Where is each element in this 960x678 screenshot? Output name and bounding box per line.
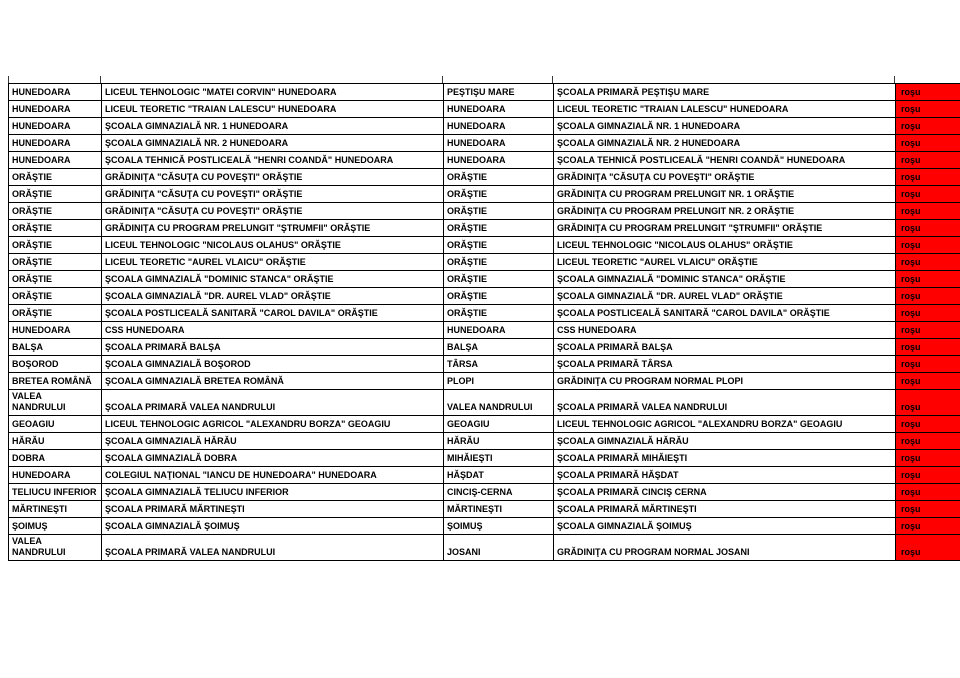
grid-line-stub [100,76,101,83]
locality-cell-right: CINCIŞ-CERNA [444,484,554,501]
locality-cell-left: TELIUCU INFERIOR [9,484,102,501]
status-cell: roşu [896,373,960,390]
table-row [9,356,960,373]
locality-cell-left: ORĂŞTIE [9,305,102,322]
table-row [9,467,960,484]
locality-cell-right: VALEA NANDRULUI [444,390,554,416]
school-cell-right: GRĂDINIŢA CU PROGRAM PRELUNGIT NR. 1 ORĂŞTIE [554,186,896,203]
status-cell: roşu [896,220,960,237]
locality-cell-left: BALŞA [9,339,102,356]
school-cell-right: LICEUL TEHNOLOGIC "NICOLAUS OLAHUS" ORĂŞTIE [554,237,896,254]
locality-cell-right: ŞOIMUŞ [444,518,554,535]
school-cell-left: ŞCOALA GIMNAZIALĂ ŞOIMUŞ [102,518,444,535]
locality-cell-right: ORĂŞTIE [444,220,554,237]
school-cell-right: ŞCOALA PRIMARĂ TÂRSA [554,356,896,373]
locality-cell-left: BOŞOROD [9,356,102,373]
locality-cell-right: HUNEDOARA [444,135,554,152]
school-cell-left: ŞCOALA GIMNAZIALĂ BOŞOROD [102,356,444,373]
school-cell-right: ŞCOALA POSTLICEALĂ SANITARĂ "CAROL DAVILA" ORĂŞTIE [554,305,896,322]
locality-cell-left: ORĂŞTIE [9,186,102,203]
status-cell: roşu [896,339,960,356]
school-cell-left: LICEUL TEORETIC "TRAIAN LALESCU" HUNEDOARA [102,101,444,118]
school-cell-left: ŞCOALA PRIMARĂ VALEA NANDRULUI [102,390,444,416]
locality-cell-right: MĂRTINEŞTI [444,501,554,518]
school-cell-left: ŞCOALA GIMNAZIALĂ NR. 2 HUNEDOARA [102,135,444,152]
status-cell: roşu [896,322,960,339]
school-cell-right: GRĂDINIŢA "CĂSUŢA CU POVEŞTI" ORĂŞTIE [554,169,896,186]
table-row [9,237,960,254]
locality-cell-right: ORĂŞTIE [444,271,554,288]
table-row [9,271,960,288]
locality-cell-right: HĂŞDAT [444,467,554,484]
locality-cell-left: HUNEDOARA [9,152,102,169]
status-cell: roşu [896,152,960,169]
school-cell-right: LICEUL TEORETIC "AUREL VLAICU" ORĂŞTIE [554,254,896,271]
grid-line-stub [442,76,443,83]
school-cell-right: ŞCOALA GIMNAZIALĂ "DOMINIC STANCA" ORĂŞTIE [554,271,896,288]
status-cell: roşu [896,135,960,152]
status-cell: roşu [896,467,960,484]
school-cell-right: ŞCOALA PRIMARĂ HĂŞDAT [554,467,896,484]
locality-cell-left: HUNEDOARA [9,135,102,152]
school-cell-left: LICEUL TEORETIC "AUREL VLAICU" ORĂŞTIE [102,254,444,271]
table-row [9,101,960,118]
school-cell-left: ŞCOALA PRIMARĂ BALŞA [102,339,444,356]
table-row [9,203,960,220]
school-mapping-table [8,83,960,561]
locality-cell-left: HĂRĂU [9,433,102,450]
locality-cell-right: ORĂŞTIE [444,203,554,220]
locality-cell-left: HUNEDOARA [9,84,102,101]
school-cell-right: ŞCOALA PRIMARĂ CINCIŞ CERNA [554,484,896,501]
school-cell-right: ŞCOALA PRIMARĂ PEŞTIŞU MARE [554,84,896,101]
school-cell-left: GRĂDINIŢA "CĂSUŢA CU POVEŞTI" ORĂŞTIE [102,186,444,203]
table-row [9,135,960,152]
status-cell: roşu [896,501,960,518]
school-cell-right: ŞCOALA GIMNAZIALĂ ŞOIMUŞ [554,518,896,535]
school-table-body [9,84,960,561]
locality-cell-left: ORĂŞTIE [9,254,102,271]
school-cell-left: COLEGIUL NAŢIONAL "IANCU DE HUNEDOARA" HUNEDOARA [102,467,444,484]
grid-line-stub [552,76,553,83]
status-cell: roşu [896,390,960,416]
school-cell-left: ŞCOALA GIMNAZIALĂ DOBRA [102,450,444,467]
table-row [9,416,960,433]
school-cell-left: ŞCOALA GIMNAZIALĂ "DR. AUREL VLAD" ORĂŞTIE [102,288,444,305]
table-row [9,433,960,450]
school-cell-left: ŞCOALA PRIMARĂ MĂRTINEŞTI [102,501,444,518]
table-row [9,518,960,535]
locality-cell-left: HUNEDOARA [9,322,102,339]
locality-cell-left: VALEA NANDRULUI [9,535,102,561]
table-row [9,390,960,416]
status-cell: roşu [896,356,960,373]
status-cell: roşu [896,203,960,220]
school-cell-right: ŞCOALA PRIMARĂ MIHĂIEŞTI [554,450,896,467]
status-cell: roşu [896,84,960,101]
status-cell: roşu [896,484,960,501]
table-row [9,288,960,305]
school-cell-right: ŞCOALA PRIMARĂ VALEA NANDRULUI [554,390,896,416]
locality-cell-right: HUNEDOARA [444,101,554,118]
table-row [9,152,960,169]
grid-line-stub [894,76,895,83]
locality-cell-right: ORĂŞTIE [444,305,554,322]
school-cell-left: ŞCOALA GIMNAZIALĂ BRETEA ROMÂNĂ [102,373,444,390]
locality-cell-left: DOBRA [9,450,102,467]
school-cell-left: ŞCOALA GIMNAZIALĂ TELIUCU INFERIOR [102,484,444,501]
school-cell-right: GRĂDINIŢA CU PROGRAM NORMAL PLOPI [554,373,896,390]
school-cell-left: LICEUL TEHNOLOGIC "MATEI CORVIN" HUNEDOARA [102,84,444,101]
school-cell-right: LICEUL TEHNOLOGIC AGRICOL "ALEXANDRU BORZA" GEOAGIU [554,416,896,433]
status-cell: roşu [896,101,960,118]
table-row [9,450,960,467]
table-row [9,169,960,186]
school-cell-right: ŞCOALA GIMNAZIALĂ HĂRĂU [554,433,896,450]
table-row [9,186,960,203]
locality-cell-right: ORĂŞTIE [444,288,554,305]
locality-cell-right: HĂRĂU [444,433,554,450]
locality-cell-right: ORĂŞTIE [444,237,554,254]
school-cell-right: LICEUL TEORETIC "TRAIAN LALESCU" HUNEDOARA [554,101,896,118]
locality-cell-right: GEOAGIU [444,416,554,433]
locality-cell-left: GEOAGIU [9,416,102,433]
locality-cell-left: ORĂŞTIE [9,169,102,186]
status-cell: roşu [896,535,960,561]
status-cell: roşu [896,433,960,450]
table-row [9,322,960,339]
grid-line-stub [8,76,9,83]
status-cell: roşu [896,186,960,203]
school-cell-left: CSS HUNEDOARA [102,322,444,339]
status-cell: roşu [896,118,960,135]
school-cell-right: ŞCOALA GIMNAZIALĂ NR. 1 HUNEDOARA [554,118,896,135]
locality-cell-right: HUNEDOARA [444,322,554,339]
status-cell: roşu [896,288,960,305]
school-cell-right: GRĂDINIŢA CU PROGRAM NORMAL JOSANI [554,535,896,561]
locality-cell-left: ORĂŞTIE [9,220,102,237]
school-cell-left: ŞCOALA TEHNICĂ POSTLICEALĂ "HENRI COANDĂ" HUNEDOARA [102,152,444,169]
locality-cell-right: ORĂŞTIE [444,254,554,271]
status-cell: roşu [896,450,960,467]
locality-cell-right: JOSANI [444,535,554,561]
locality-cell-left: ŞOIMUŞ [9,518,102,535]
status-cell: roşu [896,305,960,322]
table-row [9,339,960,356]
school-cell-right: ŞCOALA TEHNICĂ POSTLICEALĂ "HENRI COANDĂ" HUNEDOARA [554,152,896,169]
school-cell-left: ŞCOALA GIMNAZIALĂ HĂRĂU [102,433,444,450]
locality-cell-left: HUNEDOARA [9,467,102,484]
school-cell-left: ŞCOALA POSTLICEALĂ SANITARĂ "CAROL DAVILA" ORĂŞTIE [102,305,444,322]
locality-cell-left: MĂRTINEŞTI [9,501,102,518]
status-cell: roşu [896,254,960,271]
status-cell: roşu [896,416,960,433]
locality-cell-left: ORĂŞTIE [9,271,102,288]
school-cell-right: ŞCOALA PRIMARĂ MĂRTINEŞTI [554,501,896,518]
status-cell: roşu [896,169,960,186]
locality-cell-left: VALEA NANDRULUI [9,390,102,416]
table-row [9,220,960,237]
table-row [9,118,960,135]
table-row [9,373,960,390]
locality-cell-right: HUNEDOARA [444,118,554,135]
school-cell-left: GRĂDINIŢA "CĂSUŢA CU POVEŞTI" ORĂŞTIE [102,203,444,220]
school-cell-right: ŞCOALA GIMNAZIALĂ NR. 2 HUNEDOARA [554,135,896,152]
table-row [9,535,960,561]
locality-cell-left: BRETEA ROMÂNĂ [9,373,102,390]
locality-cell-right: PEŞTIŞU MARE [444,84,554,101]
table-row [9,501,960,518]
school-cell-right: ŞCOALA PRIMARĂ BALŞA [554,339,896,356]
school-cell-left: LICEUL TEHNOLOGIC "NICOLAUS OLAHUS" ORĂŞTIE [102,237,444,254]
locality-cell-right: MIHĂIEŞTI [444,450,554,467]
school-cell-left: LICEUL TEHNOLOGIC AGRICOL "ALEXANDRU BORZA" GEOAGIU [102,416,444,433]
locality-cell-right: TÂRSA [444,356,554,373]
locality-cell-left: ORĂŞTIE [9,288,102,305]
school-cell-left: ŞCOALA GIMNAZIALĂ NR. 1 HUNEDOARA [102,118,444,135]
school-cell-right: CSS HUNEDOARA [554,322,896,339]
locality-cell-right: PLOPI [444,373,554,390]
locality-cell-left: ORĂŞTIE [9,237,102,254]
status-cell: roşu [896,271,960,288]
locality-cell-right: HUNEDOARA [444,152,554,169]
school-cell-right: GRĂDINIŢA CU PROGRAM PRELUNGIT NR. 2 ORĂŞTIE [554,203,896,220]
school-cell-left: ŞCOALA PRIMARĂ VALEA NANDRULUI [102,535,444,561]
status-cell: roşu [896,518,960,535]
locality-cell-right: BALŞA [444,339,554,356]
school-cell-left: GRĂDINIŢA CU PROGRAM PRELUNGIT "ŞTRUMFII" ORĂŞTIE [102,220,444,237]
locality-cell-left: HUNEDOARA [9,101,102,118]
school-cell-right: GRĂDINIŢA CU PROGRAM PRELUNGIT "ŞTRUMFII" ORĂŞTIE [554,220,896,237]
status-cell: roşu [896,237,960,254]
table-row [9,305,960,322]
table-row [9,84,960,101]
table-row [9,484,960,501]
locality-cell-left: HUNEDOARA [9,118,102,135]
locality-cell-right: ORĂŞTIE [444,186,554,203]
locality-cell-left: ORĂŞTIE [9,203,102,220]
school-cell-right: ŞCOALA GIMNAZIALĂ "DR. AUREL VLAD" ORĂŞTIE [554,288,896,305]
locality-cell-right: ORĂŞTIE [444,169,554,186]
school-cell-left: ŞCOALA GIMNAZIALĂ "DOMINIC STANCA" ORĂŞTIE [102,271,444,288]
table-row [9,254,960,271]
school-cell-left: GRĂDINIŢA "CĂSUŢA CU POVEŞTI" ORĂŞTIE [102,169,444,186]
